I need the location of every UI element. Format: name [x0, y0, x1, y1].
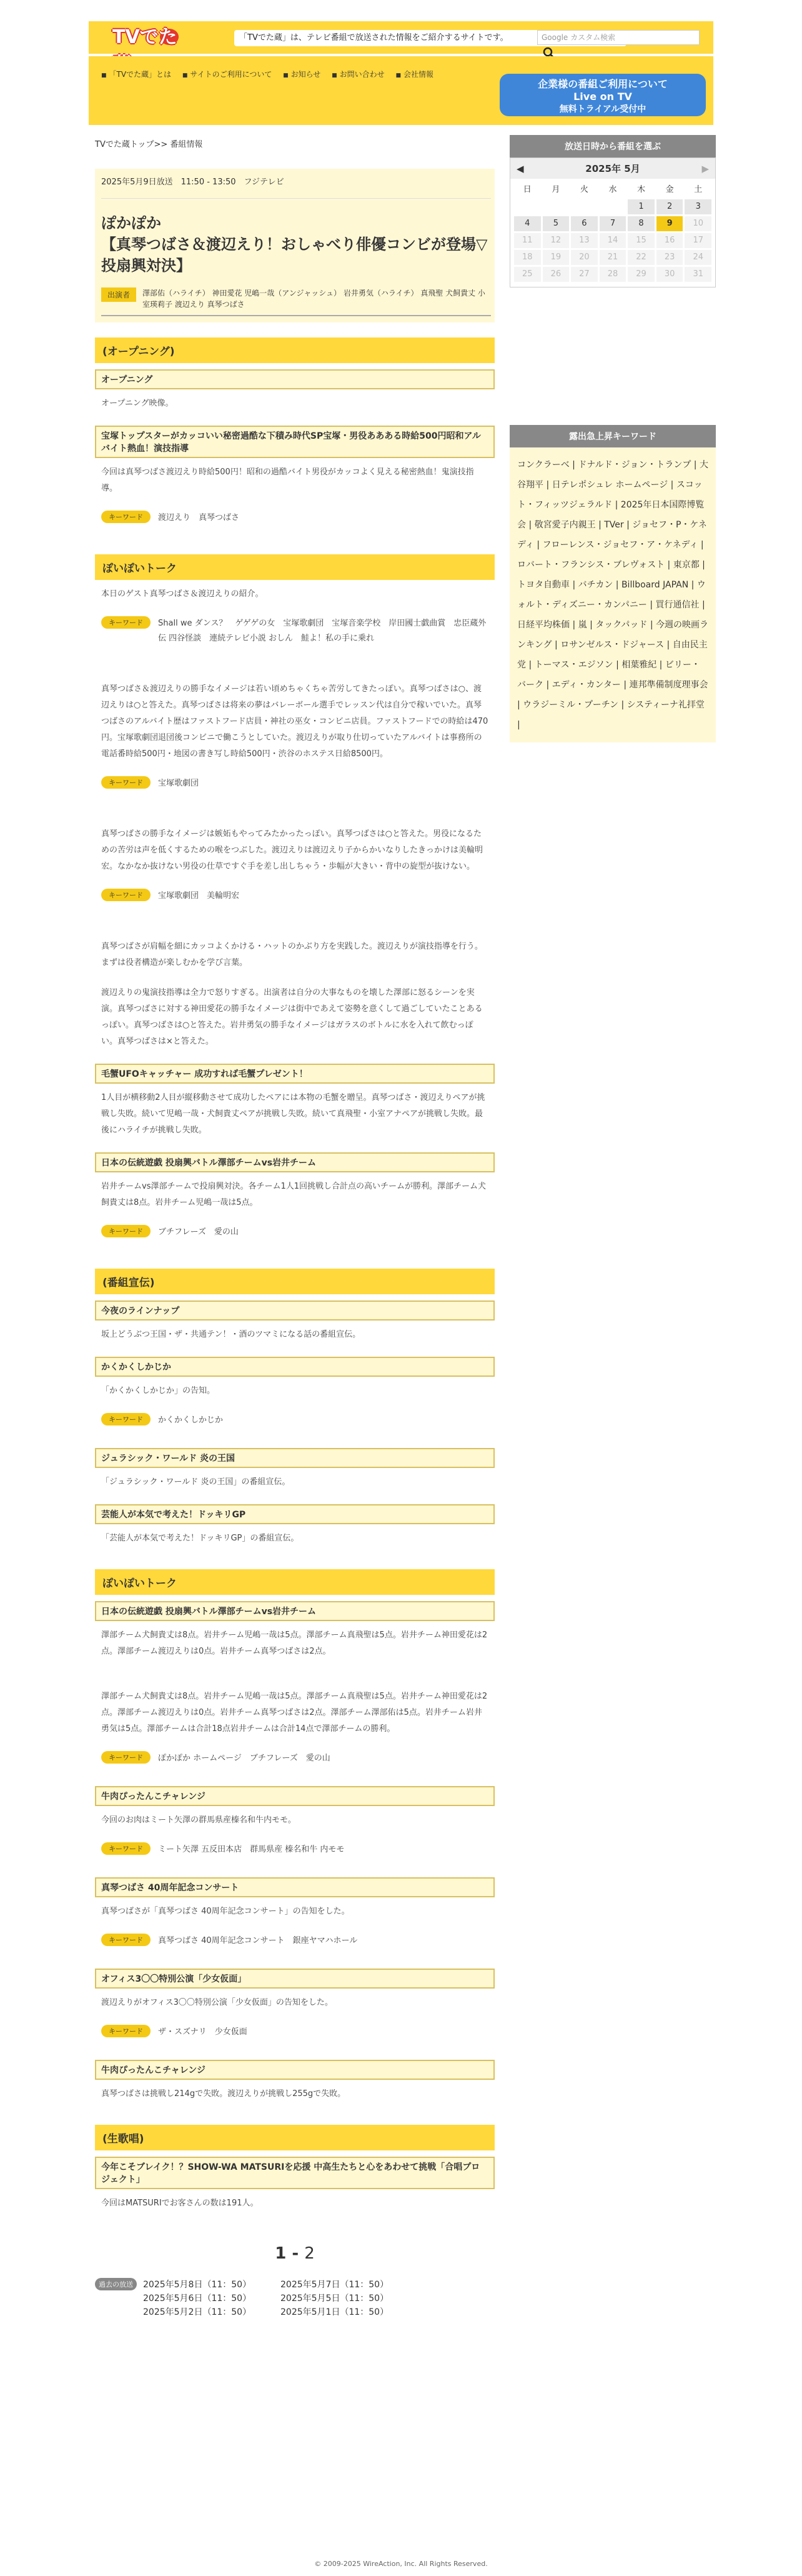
segment-heading: 今年こそブレイク！？SHOW-WA MATSURIを応援 中高生たちと心をあわせて挑戦「合唱プロジェクト」: [95, 2157, 495, 2189]
program-title: [101, 212, 491, 276]
keyword-row: [95, 1927, 495, 1962]
segment-heading: 真琴つばさ 40周年記念コンサート: [95, 1877, 495, 1897]
segment-description: 今回は真琴つばさ渡辺えり時給500円！昭和の過酷バイト男役がカッコよく見える秘密熱血！鬼演技指導。: [101, 467, 474, 493]
keyword-badge: キーワード: [101, 1225, 151, 1237]
calendar-day-disabled: 30: [656, 267, 683, 282]
segment-heading: 牛肉ぴったんこチャレンジ: [95, 1786, 495, 1806]
segment-description: 真琴つばさは挑戦し214gで失敗。渡辺えりが挑戦し255gで失敗。: [101, 2089, 346, 2099]
keyword-links[interactable]: Shall we ダンス？ ゲゲゲの女 宝塚歌劇団 宝塚音楽学校 岸田國士戯曲賞 忠臣蔵外伝 四谷怪談 連続テレビ小説 おしん 鮭よ！私の手に乗れ: [158, 619, 487, 643]
cast-names[interactable]: 澤部佑（ハライチ） 神田愛花 児嶋一哉（アンジャッシュ） 岩井勇気（ハライチ） 真飛聖 犬飼貴丈 小室瑛莉子 渡辺えり 真琴つばさ: [142, 289, 485, 309]
calendar-day[interactable]: 5: [543, 216, 570, 231]
page-separator: -: [286, 2244, 305, 2263]
keyword-row: [95, 1407, 495, 1442]
calendar-day-disabled: 10: [685, 216, 711, 231]
footer-copyright: © 2009-2025 WireAction, Inc. All Rights Reserved.: [314, 2560, 488, 2568]
section-heading: (生歌唱): [95, 2125, 495, 2150]
spacer: [95, 805, 495, 820]
segment-heading: 毛蟹UFOキャッチャー 成功すれば毛蟹プレゼント！: [95, 1064, 495, 1084]
segment-description: 真琴つばさが肩幅を細にカッコよくかける・ハットのかぶり方を実践した。渡辺えりが演技指導を行う。まずは役者構造が楽しむかを学び言葉。: [101, 942, 483, 967]
calendar-weekday: 火: [580, 185, 588, 194]
program-sections: [95, 337, 495, 2219]
past-broadcast-link[interactable]: 2025年5月8日（11：50）: [143, 2280, 252, 2290]
nav-item-news[interactable]: ■ お知らせ: [283, 69, 320, 81]
cast-label: 出演者: [101, 287, 136, 302]
keyword-links[interactable]: かくかくしかじか: [158, 1415, 224, 1425]
nav-item-about[interactable]: ■ 「TVでた蔵」とは: [101, 69, 171, 81]
segment-description: 「ジュラシック・ワールド 炎の王国」の番組宣伝。: [101, 1477, 290, 1487]
spacer: [95, 917, 495, 932]
calendar-day-disabled: 21: [600, 250, 626, 265]
past-broadcast-link[interactable]: 2025年5月1日（11：50）: [280, 2307, 389, 2317]
program-title-line: 【真琴つばさ＆渡辺えり！おしゃべり俳優コンビが登場▽投扇興対決】: [101, 236, 488, 274]
segment-description: 真琴つばさ＆渡辺えりの勝手なイメージは若い頃めちゃくちゃ苦労してきたっぽい。真琴つばさは○、渡辺えりは○と答えた。真琴つばさは将来の夢はバレーボール選手でレッスン代は自分で稼いでいた。真琴つばさのアルバイト歴はファストフード店員・神社の巫女・コンビニ店員。ファストフードでの時給は470円。宝塚歌劇団退団後コンビニで働こうとしていた。渡辺えりが取り仕切っていたアルバイトは事務所の電話番時給500円・地図の書き写し時給500円・渋谷のホステス日給8500円。: [101, 684, 488, 759]
keyword-links[interactable]: ぽかぽか ホームページ ブチフレーズ 愛の山: [158, 1754, 330, 1763]
segment-heading: 日本の伝統遊戯 投扇興バトル澤部チームvs岩井チーム: [95, 1152, 495, 1172]
spacer: [95, 660, 495, 675]
calendar-day[interactable]: 8: [628, 216, 655, 231]
calendar-weekday: 日: [523, 185, 532, 194]
keyword-row: [95, 504, 495, 539]
keyword-badge: キーワード: [101, 776, 151, 789]
page-next-link[interactable]: 2: [304, 2244, 315, 2263]
breadcrumb[interactable]: TVでた蔵トップ>> 番組情報: [95, 140, 203, 149]
calendar-blank: [571, 199, 598, 214]
keyword-row: [95, 1219, 495, 1254]
calendar-day-disabled: 28: [600, 267, 626, 282]
calendar-month-label: 2025年 5月: [585, 163, 640, 174]
segment-description: 澤部チーム犬飼貴丈は8点。岩井チーム児嶋一哉は5点。澤部チーム真飛聖は5点。岩井チーム神田愛花は2点。澤部チーム渡辺えりは0点。岩井チーム真琴つばさは2点。: [101, 1630, 488, 1656]
calendar-day[interactable]: 4: [514, 216, 541, 231]
keyword-links[interactable]: 宝塚歌劇団: [158, 779, 199, 788]
nav-item-usage[interactable]: ■ サイトのご利用について: [182, 69, 272, 81]
calendar-day-disabled: 19: [543, 250, 570, 265]
segment-description: 1人目が横移動2人目が縦移動させて成功したペアには本物の毛蟹を贈呈。真琴つばさ・渡辺えりペアが挑戦し失敗。続いて児嶋一哉・犬飼貴丈ペアが挑戦し失敗。続いて真飛聖・小室アナペアが挑戦し失敗。最後にハライチが挑戦し失敗。: [101, 1093, 485, 1135]
keyword-badge: キーワード: [101, 1934, 151, 1946]
segment-description: 今回のお肉はミート矢澤の群馬県産榛名和牛内モモ。: [101, 1815, 296, 1825]
segment-heading: 日本の伝統遊戯 投扇興バトル澤部チームvs岩井チーム: [95, 1601, 495, 1621]
keyword-row: [95, 1745, 495, 1780]
keyword-row: [95, 1836, 495, 1871]
past-broadcasts-label: 過去の放送: [95, 2278, 137, 2290]
calendar-day[interactable]: 6: [571, 216, 598, 231]
keyword-badge: キーワード: [101, 2025, 151, 2037]
promo-line2: Live on TV: [573, 91, 632, 102]
calendar-day[interactable]: 1: [628, 199, 655, 214]
sidebar: [510, 135, 716, 742]
promo-button[interactable]: [500, 74, 706, 116]
segment-heading: ジュラシック・ワールド 炎の王国: [95, 1448, 495, 1468]
calendar-day-disabled: 17: [685, 233, 711, 248]
keyword-badge: キーワード: [101, 889, 151, 901]
past-broadcast-link[interactable]: 2025年5月6日（11：50）: [143, 2294, 252, 2304]
segment-heading: かくかくしかじか: [95, 1357, 495, 1377]
calendar-day-disabled: 31: [685, 267, 711, 282]
keywords-heading: 露出急上昇キーワード: [510, 425, 716, 447]
past-broadcasts: [95, 2278, 495, 2318]
segment-heading: 芸能人が本気で考えた！ドッキリGP: [95, 1504, 495, 1524]
segment-description: 渡辺えりの鬼演技指導は全力で怒りすぎる。出演者は自分の大事なものを壊した澤部に怒るシーンを実演。真琴つばさに対する神田愛花の勝手なイメージは街中であえて姿勢を意くして過ごしていたことあるっぽい。真琴つばさは○と答えた。岩井勇気の勝手なイメージはガラスのボトルに水を入れて飲むっぽい。真琴つばさは×と答えた。: [101, 988, 483, 1046]
nav-item-company[interactable]: ■ 会社情報: [396, 69, 434, 81]
section-heading: (番組宣伝): [95, 1269, 495, 1294]
header-bar: [89, 21, 713, 54]
segment-heading: オープニング: [95, 369, 495, 389]
segment-description: 澤部チーム犬飼貴丈は8点。岩井チーム児嶋一哉は5点。澤部チーム真飛聖は5点。岩井チーム神田愛花は2点。澤部チーム渡辺えりは0点。岩井チーム真琴つばさは2点。澤部チーム澤部佑は5点。岩井チーム岩井勇気は5点。澤部チームは合計18点岩井チームは合計14点で澤部チームの勝利。: [101, 1692, 488, 1734]
nav-bar: [89, 56, 713, 125]
segment-description: 「かくかくしかじか」の告知。: [101, 1386, 215, 1395]
program-header: [95, 169, 495, 322]
keyword-badge: キーワード: [101, 1842, 151, 1855]
calendar-day-disabled: 18: [514, 250, 541, 265]
segment-description: 坂上どうぶつ王国・ザ・共通テン！・酒のツマミになる話の番組宣伝。: [101, 1330, 361, 1339]
broadcast-date: 2025年5月9日放送 11:50 - 13:50 フジテレビ: [101, 175, 491, 199]
calendar-day[interactable]: 7: [600, 216, 626, 231]
calendar-day-disabled: 20: [571, 250, 598, 265]
keyword-row: [95, 882, 495, 917]
calendar-day-disabled: 15: [628, 233, 655, 248]
calendar-day-disabled: 11: [514, 233, 541, 248]
program-title-line: ぽかぽか: [101, 214, 161, 232]
calendar-day-disabled: 27: [571, 267, 598, 282]
segment-description: 渡辺えりがオフィス3〇〇特別公演「少女仮面」の告知をした。: [101, 1998, 333, 2007]
page-current: 1: [275, 2244, 287, 2263]
calendar-weekday: 水: [608, 185, 617, 194]
prev-month-icon[interactable]: ◀: [517, 162, 524, 174]
calendar-blank: [600, 199, 626, 214]
calendar: [510, 157, 716, 287]
keyword-links[interactable]: 宝塚歌劇団 美輪明宏: [158, 891, 240, 901]
logo-text: TVでた: [112, 26, 177, 48]
calendar-day-disabled: 24: [685, 250, 711, 265]
calendar-weekday: 土: [694, 185, 703, 194]
promo-line1: 企業様の番組ご利用について: [538, 78, 668, 90]
next-month-icon[interactable]: ▶: [701, 162, 709, 174]
calendar-weekday: 金: [665, 185, 674, 194]
calendar-weekday: 月: [552, 185, 560, 194]
pagination: [95, 2244, 495, 2263]
calendar-blank: [514, 199, 541, 214]
site-logo[interactable]: [107, 17, 182, 55]
past-broadcast-list: [143, 2278, 418, 2318]
keyword-links[interactable]: 渡辺えり 真琴つばさ: [158, 513, 240, 522]
calendar-day-disabled: 22: [628, 250, 655, 265]
segment-heading: オフィス3〇〇特別公演「少女仮面」: [95, 1969, 495, 1989]
keyword-row: [95, 2019, 495, 2054]
calendar-day[interactable]: 2: [656, 199, 683, 214]
search-input[interactable]: Google カスタム検索: [537, 30, 700, 45]
segment-description: 真琴つばさの勝手なイメージは嫉妬もやってみたかったっぽい。真琴つばさは○と答えた。男役になるための苦労は声を低くするための喉をつぶした。渡辺えりは渡辺えり子からかいなりしたきっかけは美輪明宏。なかなか抜けない男役の仕草ですぐ手を差し出しちゃう・歩幅が大きい・背中の旋型が抜けない。: [101, 829, 483, 871]
calendar-day-disabled: 23: [656, 250, 683, 265]
segment-heading: 宝塚トップスターがカッコいい秘密過酷な下積み時代SP宝塚・男役ああある時給500円昭和アルバイト熱血！演技指導: [95, 426, 495, 458]
nav-links: [101, 69, 451, 81]
calendar-day-disabled: 16: [656, 233, 683, 248]
segment-description: 本日のゲスト真琴つばさ＆渡辺えりの紹介。: [101, 589, 264, 599]
cast-row: [101, 287, 491, 316]
segment-description: オープニング映像。: [101, 399, 174, 408]
nav-item-contact[interactable]: ■ お問い合わせ: [332, 69, 385, 81]
keyword-links[interactable]: ブチフレーズ 愛の山: [158, 1227, 239, 1237]
calendar-day-disabled: 12: [543, 233, 570, 248]
past-broadcast-link[interactable]: 2025年5月7日（11：50）: [280, 2280, 389, 2290]
spacer: [95, 1667, 495, 1682]
segment-description: 岩井チームvs澤部チームで投扇興対決。各チーム1人1回挑戦し合計点の高いチームが勝利。澤部チーム犬飼貴丈は8点。岩井チーム児嶋一哉は5点。: [101, 1182, 487, 1207]
keyword-badge: キーワード: [101, 616, 151, 629]
main-content: [95, 137, 495, 2318]
calendar-day-disabled: 26: [543, 267, 570, 282]
segment-description: 今回はMATSURIでお客さんの数は191人。: [101, 2199, 259, 2208]
calendar-blank: [543, 199, 570, 214]
calendar-header: [510, 158, 715, 179]
section-heading: ぽいぽいトーク: [95, 1569, 495, 1595]
calendar-day-disabled: 13: [571, 233, 598, 248]
keyword-links[interactable]: 真琴つばさ 40周年記念コンサート 銀座ヤマハホール: [158, 1936, 358, 1945]
keyword-row: [95, 610, 495, 660]
site-tagline: 「TVでた蔵」は、テレビ番組で放送された情報をご紹介するサイトです。: [234, 30, 626, 46]
past-broadcast-link[interactable]: 2025年5月5日（11：50）: [280, 2294, 389, 2304]
past-broadcast-link[interactable]: 2025年5月2日（11：50）: [143, 2307, 252, 2317]
calendar-day-disabled: 14: [600, 233, 626, 248]
trending-keywords[interactable]: コンクラーベ | ドナルド・ジョン・トランプ | 大谷翔平 | 日テレポシュレ ホームページ | スコット・フィッツジェラルド | 2025年日本国際博覧会 | 敬宮愛子内親王 | TVer | ジョセフ・P・ケネディ | フローレンス・ジョセフ・ア・ケネディ | ロバート・フランシス・ブレヴォスト | 東京都 | トヨタ自動車 | バチカン | Billboard JAPAN | ウォルト・ディズニー・カンパニー | 買行通信社 | 日経平均株価 | 嵐 | タックパッド | 今週の映画ランキング | ロサンゼルス・ドジャース | 自由民主党 | トーマス・エジソン | 相葉雅紀 | ビリー・バーク | エディ・カンター | 連邦準備制度理事会 | ウラジーミル・プーチン | システィーナ礼拝堂 |: [510, 447, 716, 742]
segment-heading: 今夜のラインナップ: [95, 1300, 495, 1320]
keyword-row: [95, 770, 495, 805]
segment-description: 真琴つばさが「真琴つばさ 40周年記念コンサート」の告知をした。: [101, 1907, 350, 1916]
calendar-weekday: 木: [637, 185, 646, 194]
keyword-badge: キーワード: [101, 511, 151, 523]
keyword-badge: キーワード: [101, 1751, 151, 1764]
calendar-day[interactable]: 3: [685, 199, 711, 214]
calendar-day-selected[interactable]: 9: [656, 216, 683, 231]
calendar-grid: [510, 179, 715, 287]
keyword-badge: キーワード: [101, 1413, 151, 1425]
section-heading: (オープニング): [95, 337, 495, 363]
calendar-day-disabled: 29: [628, 267, 655, 282]
calendar-heading: 放送日時から番組を選ぶ: [510, 135, 716, 157]
keyword-links[interactable]: ミート矢澤 五反田本店 群馬県産 榛名和牛 内モモ: [158, 1845, 345, 1854]
section-heading: ぽいぽいトーク: [95, 554, 495, 580]
keyword-links[interactable]: ザ・スズナリ 少女仮面: [158, 2027, 247, 2037]
segment-heading: 牛肉ぴったんこチャレンジ: [95, 2060, 495, 2080]
promo-line3: 無料トライアル受付中: [559, 104, 646, 114]
calendar-day-disabled: 25: [514, 267, 541, 282]
segment-description: 「芸能人が本気で考えた！ドッキリGP」の番組宣伝。: [101, 1534, 299, 1543]
